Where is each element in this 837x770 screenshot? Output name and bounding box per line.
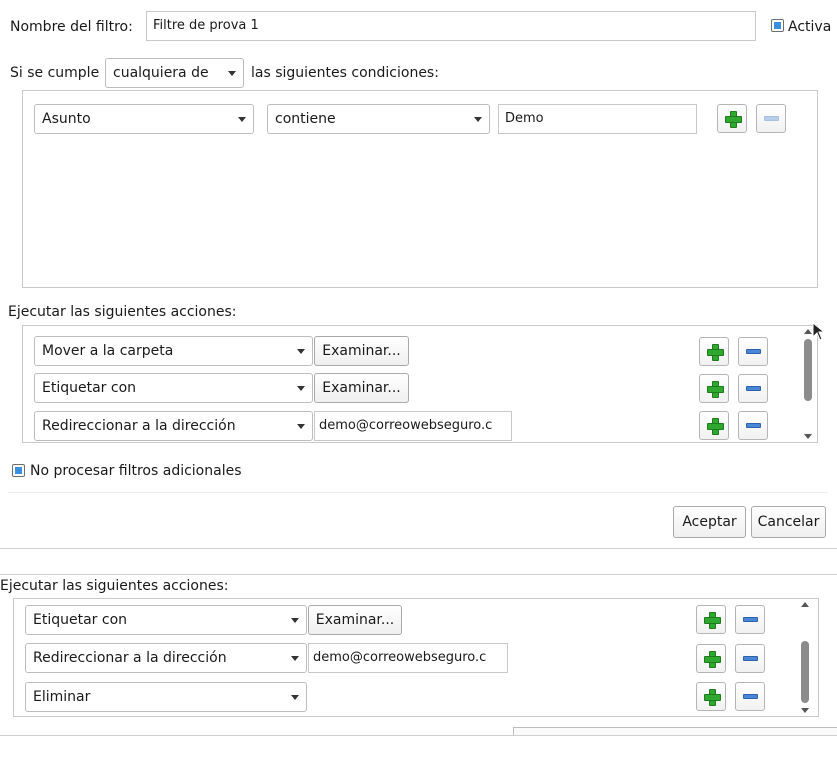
- minus-icon: [764, 116, 779, 121]
- filter-name-input[interactable]: Filtre de prova 1: [146, 11, 756, 41]
- condition-field-value: Asunto: [42, 111, 91, 127]
- chevron-down-icon: [297, 386, 305, 391]
- condition-value-input[interactable]: Demo: [498, 104, 697, 134]
- scrolled-action-value-3: Eliminar: [33, 689, 91, 705]
- scrolled-action-value-2: Redireccionar a la dirección: [33, 650, 227, 666]
- scrolled-action-value-1: Etiquetar con: [33, 612, 128, 628]
- action-value-3: Redireccionar a la dirección: [42, 418, 236, 434]
- minus-icon: [746, 386, 761, 391]
- dropdown-popup-edge: [513, 727, 837, 735]
- plus-icon: [707, 344, 722, 359]
- redirect-address-input[interactable]: demo@correowebseguro.c: [314, 411, 512, 441]
- actions-scrollbar[interactable]: [801, 326, 815, 442]
- scroll-down-icon[interactable]: [801, 708, 809, 713]
- actions-scrolled-title: Ejecutar las siguientes acciones:: [0, 578, 229, 594]
- plus-icon: [704, 612, 719, 627]
- conditions-prefix-label: Si se cumple: [10, 65, 100, 81]
- scrolled-action-select-1[interactable]: [25, 605, 307, 635]
- plus-icon: [707, 418, 722, 433]
- scrolled-remove-action-button-1[interactable]: [735, 605, 765, 634]
- actions-scrolled-scrollbar[interactable]: [798, 599, 812, 716]
- chevron-down-icon: [297, 349, 305, 354]
- condition-field-select[interactable]: [34, 104, 254, 134]
- add-action-button-1[interactable]: [699, 337, 729, 366]
- scrolled-add-action-button-3[interactable]: [696, 682, 726, 711]
- condition-operator-value: contiene: [275, 111, 336, 127]
- scrolled-remove-action-button-2[interactable]: [735, 644, 765, 673]
- chevron-down-icon: [291, 656, 299, 661]
- filter-name-label: Nombre del filtro:: [10, 19, 133, 35]
- active-checkbox[interactable]: [771, 19, 784, 32]
- chevron-down-icon: [297, 424, 305, 429]
- chevron-down-icon: [291, 695, 299, 700]
- add-action-button-2[interactable]: [699, 374, 729, 403]
- match-mode-value: cualquiera de: [113, 65, 209, 81]
- minus-icon: [743, 694, 758, 699]
- scrollbar-thumb[interactable]: [801, 641, 809, 703]
- add-condition-button[interactable]: [717, 104, 747, 133]
- divider: [8, 492, 828, 493]
- no-more-filters-checkbox[interactable]: [12, 464, 25, 477]
- mouse-cursor-icon: [812, 322, 826, 342]
- accept-button[interactable]: Aceptar: [673, 506, 746, 538]
- scrolled-redirect-address-input[interactable]: demo@correowebseguro.c: [308, 643, 508, 673]
- divider: [0, 574, 837, 575]
- add-action-button-3[interactable]: [699, 411, 729, 440]
- divider: [0, 735, 837, 736]
- action-value-2: Etiquetar con: [42, 380, 137, 396]
- remove-action-button-3[interactable]: [738, 411, 768, 440]
- plus-icon: [707, 381, 722, 396]
- no-more-filters-label: No procesar filtros adicionales: [30, 463, 242, 479]
- scrolled-add-action-button-1[interactable]: [696, 605, 726, 634]
- minus-icon: [746, 423, 761, 428]
- plus-icon: [704, 689, 719, 704]
- remove-condition-button[interactable]: [756, 104, 786, 133]
- chevron-down-icon: [228, 71, 236, 76]
- scroll-up-icon[interactable]: [804, 329, 812, 334]
- chevron-down-icon: [238, 117, 246, 122]
- browse-label-button[interactable]: Examinar...: [314, 373, 409, 403]
- divider: [0, 548, 837, 549]
- scrolled-action-select-3[interactable]: [25, 682, 307, 712]
- action-select-2[interactable]: [34, 373, 313, 403]
- scroll-up-icon[interactable]: [801, 602, 809, 607]
- action-select-3[interactable]: [34, 411, 313, 441]
- scroll-down-icon[interactable]: [804, 434, 812, 439]
- condition-operator-select[interactable]: [267, 104, 490, 134]
- match-mode-select[interactable]: [105, 58, 244, 88]
- minus-icon: [743, 656, 758, 661]
- remove-action-button-2[interactable]: [738, 374, 768, 403]
- chevron-down-icon: [474, 117, 482, 122]
- actions-title: Ejecutar las siguientes acciones:: [8, 304, 237, 320]
- minus-icon: [743, 617, 758, 622]
- active-label: Activa: [788, 19, 832, 35]
- scrolled-action-select-2[interactable]: [25, 643, 307, 673]
- cancel-button[interactable]: Cancelar: [751, 506, 826, 538]
- remove-action-button-1[interactable]: [738, 337, 768, 366]
- plus-icon: [704, 651, 719, 666]
- scrollbar-thumb[interactable]: [804, 339, 812, 401]
- chevron-down-icon: [291, 618, 299, 623]
- plus-icon: [725, 111, 740, 126]
- action-value-1: Mover a la carpeta: [42, 343, 174, 359]
- conditions-suffix-label: las siguientes condiciones:: [251, 65, 439, 81]
- scrolled-browse-label-button[interactable]: Examinar...: [308, 605, 402, 635]
- browse-folder-button[interactable]: Examinar...: [314, 336, 409, 366]
- scrolled-add-action-button-2[interactable]: [696, 644, 726, 673]
- action-select-1[interactable]: [34, 336, 313, 366]
- minus-icon: [746, 349, 761, 354]
- scrolled-remove-action-button-3[interactable]: [735, 682, 765, 711]
